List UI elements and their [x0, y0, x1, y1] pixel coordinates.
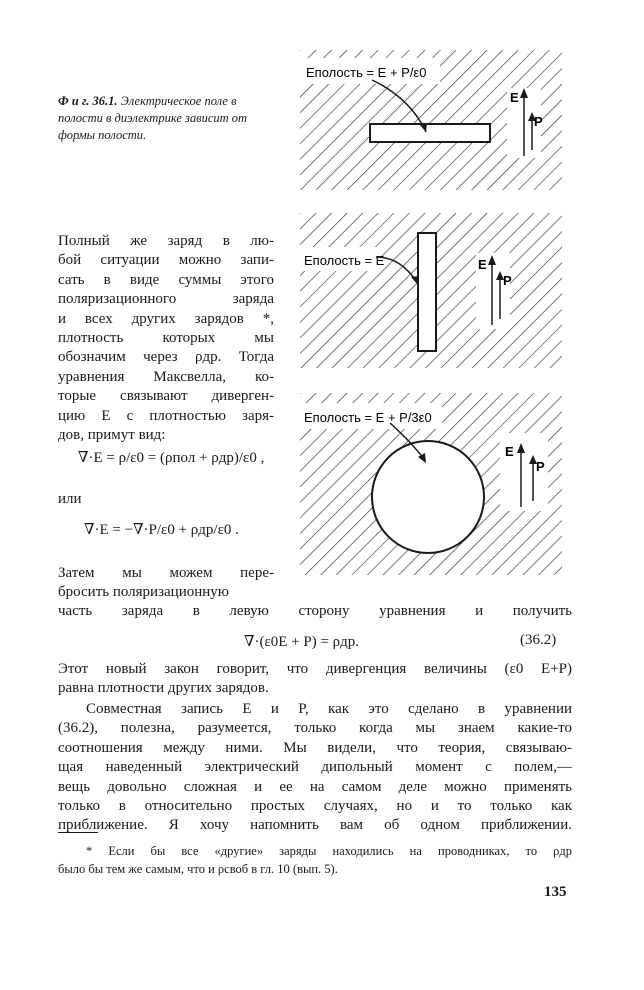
equation-3: ∇·(ε0E + P) = ρдр.	[244, 634, 360, 650]
footnote-line: было бы тем же самым, что и ρсвоб в гл. 10 (вып. 5).	[58, 862, 338, 876]
text-line: обозначим через ρдр. Тогда	[58, 349, 274, 366]
p-label: P	[503, 273, 512, 288]
text-line: только в относительно простых случаях, но и то только как	[58, 798, 572, 815]
text-line: Этот новый закон говорит, что дивергенция величины (ε0 E+P)	[58, 661, 572, 677]
e-label: E	[478, 257, 487, 272]
text-line: дов, примут вид:	[58, 427, 166, 444]
text-line: часть заряда в левую сторону уравнения и получить	[58, 603, 572, 619]
footnote-line: * Если бы все «другие» заряды находились на проводниках, то ρдр	[86, 844, 572, 858]
panel3-label: Eполость = E + P/3ε0	[304, 410, 432, 425]
equation-2-text: ∇·E = −∇·P/ε0 + ρдр/ε0 .	[84, 522, 239, 538]
figure-panel-needle	[300, 50, 562, 190]
body-paragraph-1	[58, 660, 572, 699]
equation-2	[84, 520, 239, 539]
text-line: торые связывают диверген-	[58, 388, 274, 405]
text-line: (36.2), полезна, разумеется, только когда мы знаем какие-то	[58, 720, 572, 737]
figure-caption-label: Ф и г. 36.1.	[58, 94, 118, 108]
text-line: приближение. Я хочу напомнить вам об одном приближении.	[58, 817, 572, 834]
left-column-text	[58, 232, 274, 445]
equation-1-text: ∇·E = ρ/ε0 = (ρпол + ρдр)/ε0 ,	[78, 450, 265, 466]
text-line: Полный же заряд в лю-	[58, 233, 274, 249]
page-number: 135	[544, 884, 567, 900]
text-line: и всех других зарядов *,	[58, 310, 274, 327]
body-paragraph-2	[58, 700, 572, 836]
panel2-label: Eполость = E	[304, 253, 385, 268]
text-line: поляризационного заряда	[58, 291, 274, 308]
text-line: Затем мы можем пере-	[58, 565, 274, 581]
footnote	[58, 842, 572, 878]
text-line: вещь довольно сложная и ее на самом деле можно применять	[58, 778, 572, 795]
p-label: P	[534, 114, 543, 129]
text-line: соотношения между ними. Мы видели, что теория, связываю-	[58, 739, 572, 756]
needle-cavity	[370, 124, 490, 142]
text-line: Совместная запись E и P, как это сделано в уравнении	[86, 701, 572, 717]
text-line: цию E с плотностью заря-	[58, 407, 274, 424]
text-line: бой ситуации можно запи-	[58, 252, 274, 269]
text-line: бросить поляризационную	[58, 584, 229, 601]
figure-panel-sphere	[300, 393, 562, 575]
text-line: равна плотности других зарядов.	[58, 680, 269, 697]
figure-caption	[58, 93, 280, 144]
e-label: E	[505, 444, 514, 459]
footnote-rule	[58, 832, 98, 833]
text-line: щая наведенный электрический дипольный момент с полем,—	[58, 759, 572, 776]
p-label: P	[536, 459, 545, 474]
equation-1	[78, 448, 264, 467]
panel1-label: Eполость = E + P/ε0	[306, 65, 427, 80]
left-column-continuation	[58, 564, 274, 603]
slot-cavity	[418, 233, 436, 351]
figure-panel-slot	[300, 213, 562, 368]
text-line: уравнения Максвелла, ко-	[58, 368, 274, 385]
spherical-cavity	[372, 441, 484, 553]
or-word: или	[58, 491, 82, 507]
text-line: сать в виде суммы этого	[58, 271, 274, 288]
body-line-1	[58, 602, 572, 621]
equation-3-number: (36.2)	[520, 632, 557, 648]
figure-caption-text: Электрическое поле в полости в диэлектрике зависит от формы полости.	[58, 94, 248, 142]
e-label: E	[510, 90, 519, 105]
text-line: плотность которых мы	[58, 330, 274, 347]
